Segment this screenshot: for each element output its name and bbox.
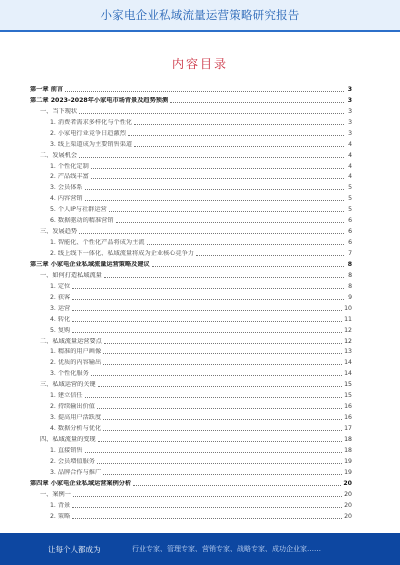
toc-entry-title: 4. 内容营销 [50,195,83,203]
toc-entry[interactable] [30,476,352,487]
toc-entry-title: 4. 转化 [50,315,71,323]
toc-leader-dots [134,146,344,147]
toc-page-number: 6 [348,228,352,236]
toc-entry[interactable] [30,290,352,301]
page-footer [0,533,400,565]
toc-leader-dots [85,452,343,453]
header-divider [0,30,400,32]
toc-leader-dots [72,299,344,300]
toc-leader-dots [103,353,342,354]
toc-page-number: 14 [344,370,352,378]
toc-leader-dots [103,430,342,431]
toc-entry[interactable] [30,159,352,170]
toc-entry[interactable] [30,148,352,159]
toc-entry-title: 1. 背景 [50,501,71,509]
toc-page-number: 4 [348,140,352,148]
toc-entry-title: 三、发展趋势 [40,228,78,236]
toc-page-number: 20 [344,501,352,509]
toc-entry-title: 2. 策略 [50,512,71,520]
toc-page-number: 18 [344,446,352,454]
toc-leader-dots [98,441,342,442]
toc-page-number: 3 [348,129,352,137]
toc-entry-title: 四、私域流量的变现 [40,435,96,443]
report-title: 小家电企业私域流量运营策略研究报告 [100,8,300,22]
toc-entry[interactable] [30,454,352,465]
toc-entry[interactable] [30,301,352,312]
toc-entry-title: 2. 获客 [50,293,71,301]
toc-page-number: 13 [344,348,352,356]
toc-entry-title: 1. 定位 [50,282,71,290]
toc-entry-title: 一、如何打造私域流量 [40,271,102,279]
toc-entry-title: 5. 个人IP与社群运营 [50,206,107,214]
toc-entry-title: 3. 提高用户活跃度 [50,414,102,422]
toc-leader-dots [109,211,344,212]
toc-entry[interactable] [30,257,352,268]
toc-leader-dots [91,168,344,169]
toc-entry-title: 2. 优质的内容输出 [50,359,102,367]
toc-page-number: 8 [348,282,352,290]
toc-page-number: 5 [348,184,352,192]
toc-entry[interactable] [30,202,352,213]
toc-page-number: 16 [344,403,352,411]
toc-entry[interactable] [30,235,352,246]
toc-entry-title: 第三章 小家电企业私域流量运营策略及建议 [30,260,150,268]
toc-entry[interactable] [30,104,352,115]
toc-page-number: 3 [347,96,352,104]
toc-entry-title: 1. 智能化、个性化产品将成为主流 [50,239,145,247]
toc-entry[interactable] [30,345,352,356]
toc-page-number: 19 [344,468,352,476]
toc-entry-title: 1. 建立信任 [50,392,83,400]
toc-entry[interactable] [30,170,352,181]
toc-entry[interactable] [30,180,352,191]
toc-page-number: 3 [348,107,352,115]
toc-entry-title: 第四章 小家电企业私域运营案例分析 [30,479,132,487]
toc-entry-title: 3. 会员体系 [50,184,83,192]
toc-entry[interactable] [30,465,352,476]
toc-entry-title: 5. 复购 [50,326,71,334]
toc-page-number: 8 [348,271,352,279]
toc-leader-dots [91,178,344,179]
toc-page-number: 4 [348,162,352,170]
toc-page-number: 4 [348,151,352,159]
toc-page-number: 14 [344,359,352,367]
toc-leader-dots [128,135,344,136]
toc-leader-dots [72,518,342,519]
toc-entry[interactable] [30,137,352,148]
toc-page-number: 11 [344,315,352,323]
toc-entry[interactable] [30,509,352,520]
toc-entry-title: 1. 精准的用户画像 [50,348,102,356]
toc-entry[interactable] [30,421,352,432]
toc-page-number: 15 [344,381,352,389]
toc-page-number: 5 [348,195,352,203]
toc-entry[interactable] [30,213,352,224]
toc-entry-title: 2. 会员增值服务 [50,457,95,465]
toc-leader-dots [85,200,344,201]
toc-page-number: 3 [347,85,352,93]
toc-entry-title: 三、私域运营的关键 [40,381,96,389]
toc-entry[interactable] [30,334,352,345]
toc-entry[interactable] [30,399,352,410]
toc-entry[interactable] [30,355,352,366]
toc-entry-title: 二、发展机会 [40,151,78,159]
toc-page-number: 20 [343,479,352,487]
toc-leader-dots [85,397,343,398]
toc-leader-dots [72,310,342,311]
toc-entry[interactable] [30,443,352,454]
toc-page-number: 8 [347,260,352,268]
table-of-contents [30,82,352,520]
toc-page-number: 20 [344,512,352,520]
toc-entry-title: 一、当下现状 [40,107,78,115]
toc-entry-title: 3. 个性化服务 [50,370,89,378]
toc-leader-dots [72,332,342,333]
toc-leader-dots [196,255,344,256]
toc-leader-dots [133,485,341,486]
toc-page-number: 16 [344,414,352,422]
toc-leader-dots [97,408,342,409]
toc-leader-dots [104,343,342,344]
toc-entry[interactable] [30,115,352,126]
toc-heading: 内容目录 [171,57,228,71]
toc-entry-title: 2. 持续输出价值 [50,403,95,411]
toc-leader-dots [85,189,344,190]
toc-page-number: 15 [344,392,352,400]
toc-entry[interactable] [30,191,352,202]
toc-page-number: 12 [344,337,352,345]
footer-slogan: 让每个人都成为 [48,545,101,554]
toc-entry-title: 3. 线上渠道成为主要销售渠道 [50,140,133,148]
toc-entry[interactable] [30,224,352,235]
toc-entry-title: 3. 运营 [50,304,71,312]
toc-leader-dots [98,386,342,387]
toc-leader-dots [72,321,342,322]
toc-entry[interactable] [30,82,352,93]
toc-entry[interactable] [30,487,352,498]
toc-page-number: 17 [344,425,352,432]
toc-entry-title: 第二章 2023-2028年小家电市场背景及趋势预测 [30,96,169,104]
toc-leader-dots [103,419,342,420]
toc-entry-title: 第一章 前言 [30,85,64,93]
toc-entry[interactable] [30,126,352,137]
toc-leader-dots [103,474,342,475]
toc-leader-dots [147,244,345,245]
toc-entry[interactable] [30,366,352,377]
toc-entry-title: 1. 消费者需求多样化与个性化 [50,118,133,126]
toc-page-number: 20 [344,490,352,498]
toc-entry-title: 4. 数据分析与优化 [50,425,102,432]
toc-page-number: 5 [348,206,352,214]
footer-tagline: 行业专家、管理专家、营销专家、战略专家、成功企业家…… [132,545,321,553]
toc-entry[interactable] [30,410,352,421]
toc-leader-dots [104,277,344,278]
toc-entry-title: 2. 产品线丰富 [50,173,89,181]
toc-leader-dots [73,496,342,497]
toc-leader-dots [91,375,342,376]
toc-entry-title: 2. 线上线下一体化、私域流量将成为企业核心竞争力 [50,250,194,257]
toc-leader-dots [134,124,344,125]
toc-page-number: 6 [348,217,352,225]
toc-entry-title: 6. 数据驱动的精准营销 [50,217,114,225]
toc-entry[interactable] [30,498,352,509]
toc-leader-dots [116,222,344,223]
toc-entry-title: 2. 小家电行业竞争日趋激烈 [50,129,126,137]
toc-page-number: 19 [344,457,352,465]
toc-page-number: 12 [344,326,352,334]
toc-entry[interactable] [30,388,352,399]
toc-entry-title: 二、私域流量运营要点 [40,337,102,345]
toc-entry[interactable] [30,312,352,323]
toc-leader-dots [79,113,344,114]
toc-leader-dots [170,102,344,103]
toc-page-number: 4 [348,173,352,181]
toc-leader-dots [79,157,344,158]
toc-entry-title: 1. 直接销售 [50,446,83,454]
toc-leader-dots [79,233,344,234]
toc-page-number: 9 [348,293,352,301]
toc-entry[interactable] [30,93,352,104]
page-header [0,0,400,30]
toc-leader-dots [65,91,344,92]
toc-leader-dots [152,266,344,267]
toc-entry-title: 一、案例一 [40,490,71,498]
toc-leader-dots [72,288,344,289]
toc-entry-title: 1. 个性化定制 [50,162,89,170]
toc-page-number: 18 [344,435,352,443]
toc-leader-dots [97,463,342,464]
toc-leader-dots [103,364,342,365]
toc-page-number: 7 [348,250,352,257]
toc-entry[interactable] [30,279,352,290]
toc-page-number: 10 [344,304,352,312]
toc-page-number: 6 [348,239,352,247]
toc-entry[interactable] [30,268,352,279]
toc-page-number: 3 [348,118,352,126]
toc-leader-dots [72,507,342,508]
toc-entry[interactable] [30,432,352,443]
toc-entry[interactable] [30,323,352,334]
toc-entry[interactable] [30,246,352,257]
toc-entry[interactable] [30,377,352,388]
toc-entry-title: 3. 品牌合作与推广 [50,468,102,476]
